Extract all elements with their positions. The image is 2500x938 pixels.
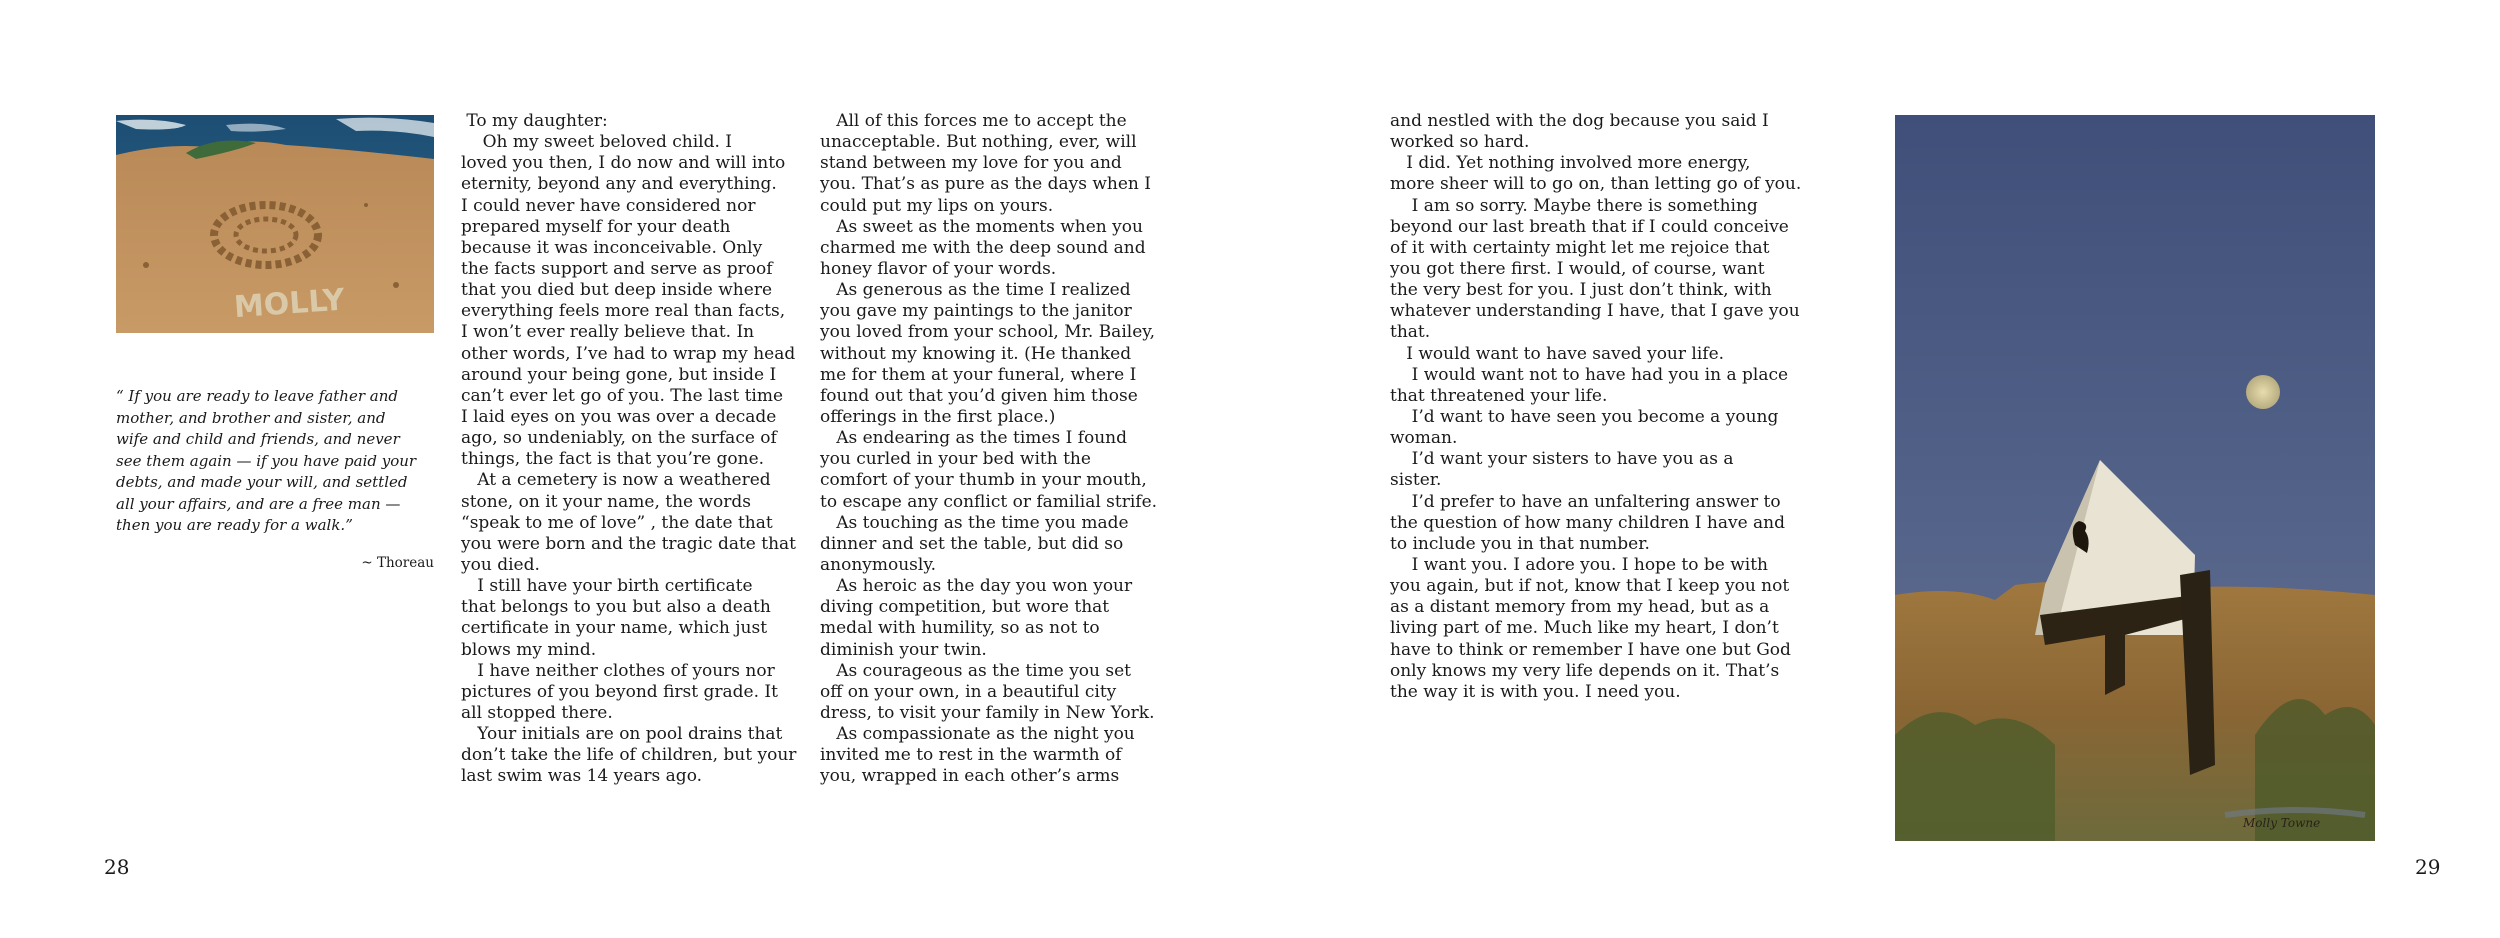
letter-line: last swim was 14 years ago.	[461, 766, 703, 787]
letter-line: anonymously.	[820, 554, 937, 575]
epigraph-quote	[116, 386, 434, 537]
letter-line: could put my lips on yours.	[820, 195, 1054, 216]
letter-line: unacceptable. But nothing, ever, will	[820, 132, 1137, 153]
letter-line: All of this forces me to accept the	[820, 111, 1127, 131]
letter-line: certificate in your name, which just	[461, 618, 768, 639]
letter-line: found out that you’d given him those	[820, 385, 1138, 406]
letter-line: blows my mind.	[461, 639, 597, 660]
letter-line: As compassionate as the night you	[820, 724, 1135, 745]
letter-line: off on your own, in a beautiful city	[820, 681, 1117, 702]
letter-line: as a distant memory from my head, but as a	[1390, 597, 1770, 618]
letter-line: I’d want your sisters to have you as a	[1390, 449, 1734, 470]
painting	[1895, 115, 2375, 841]
letter-line: that you died but deep inside where	[461, 280, 773, 301]
letter-line: whatever understanding I have, that I gave you	[1390, 301, 1800, 322]
letter-line: have to think or remember I have one but God	[1390, 639, 1791, 660]
letter-line: At a cemetery is now a weathered	[461, 470, 771, 491]
letter-line: Oh my sweet beloved child. I	[461, 132, 732, 153]
letter-line: the very best for you. I just don’t think, with	[1390, 280, 1772, 301]
letter-line: stand between my love for you and	[820, 153, 1122, 174]
coastal-photo	[116, 115, 434, 333]
letter-line: I still have your birth certificate	[461, 576, 753, 597]
letter-line: diminish your twin.	[820, 639, 987, 660]
letter-line: As courageous as the time you set	[820, 660, 1132, 681]
letter-line: the question of how many children I have and	[1390, 512, 1786, 533]
letter-line: don’t take the life of children, but your	[461, 745, 797, 766]
letter-line: only knows my very life depends on it. That’s	[1390, 660, 1780, 681]
letter-line: to include you in that number.	[1390, 533, 1650, 554]
letter-line: everything feels more real than facts,	[461, 301, 786, 322]
letter-line: As generous as the time I realized	[820, 280, 1131, 301]
letter-line: the way it is with you. I need you.	[1390, 681, 1681, 702]
letter-line: To my daughter:	[461, 111, 608, 131]
letter-line: I would want not to have had you in a place	[1390, 364, 1789, 385]
letter-column-3	[1390, 111, 1801, 703]
letter-line: other words, I’ve had to wrap my head	[461, 343, 796, 364]
letter-line: I won’t ever really believe that. In	[461, 322, 755, 343]
letter-line: you loved from your school, Mr. Bailey,	[820, 322, 1156, 343]
epigraph-line: then you are ready for a walk.”	[116, 516, 353, 534]
letter-line: As sweet as the moments when you	[820, 216, 1143, 237]
letter-line: you again, but if not, know that I keep you not	[1390, 576, 1790, 597]
letter-line: you were born and the tragic date that	[461, 533, 797, 554]
letter-line: I am so sorry. Maybe there is something	[1390, 195, 1758, 216]
coastal-stone-heart-photo-icon	[116, 115, 434, 333]
letter-line: all stopped there.	[461, 702, 613, 723]
letter-line: comfort of your thumb in your mouth,	[820, 470, 1147, 491]
letter-line: sister.	[1390, 470, 1442, 491]
letter-line: the facts support and serve as proof	[461, 258, 773, 279]
letter-line: to escape any conflict or familial strife.	[820, 491, 1158, 512]
letter-line: that.	[1390, 322, 1431, 343]
letter-line: charmed me with the deep sound and	[820, 237, 1146, 258]
letter-line: diving competition, but wore that	[820, 597, 1110, 618]
letter-line: dress, to visit your family in New York.	[820, 702, 1155, 723]
letter-line: you. That’s as pure as the days when I	[820, 174, 1151, 195]
letter-line: I laid eyes on you was over a decade	[461, 406, 777, 427]
letter-line: without my knowing it. (He thanked	[820, 343, 1132, 364]
letter-line: that belongs to you but also a death	[461, 597, 771, 618]
letter-line: stone, on it your name, the words	[461, 491, 752, 512]
letter-line: things, the fact is that you’re gone.	[461, 449, 765, 470]
letter-line: that threatened your life.	[1390, 385, 1608, 406]
letter-line: living part of me. Much like my heart, I don’t	[1390, 618, 1779, 639]
epigraph-line: see them again — if you have paid your	[116, 451, 417, 470]
letter-line: loved you then, I do now and will into	[461, 153, 786, 174]
letter-line: pictures of you beyond first grade. It	[461, 681, 778, 702]
letter-line: woman.	[1390, 428, 1458, 449]
moonlit-tent-painting-icon	[1895, 115, 2375, 841]
letter-line: around your being gone, but inside I	[461, 364, 777, 385]
epigraph-line: mother, and brother and sister, and	[116, 408, 386, 427]
letter-line: and nestled with the dog because you said I	[1390, 111, 1769, 131]
letter-line: I’d prefer to have an unfaltering answer to	[1390, 491, 1781, 512]
letter-line: you curled in your bed with the	[820, 449, 1091, 470]
letter-line: eternity, beyond any and everything.	[461, 174, 777, 195]
painting-signature: Molly Towne	[2243, 816, 2321, 830]
epigraph-line: “ If you are ready to leave father and	[116, 387, 398, 405]
rock-letters: MOLLY	[232, 282, 346, 326]
letter-line: I would want to have saved your life.	[1390, 343, 1725, 364]
epigraph-attribution: ~ Thoreau	[361, 555, 434, 571]
page-number-right: 29	[2415, 855, 2441, 879]
letter-line: Your initials are on pool drains that	[461, 724, 783, 745]
letter-line: As endearing as the times I found	[820, 428, 1128, 449]
letter-line: I want you. I adore you. I hope to be with	[1390, 554, 1768, 575]
letter-line: prepared myself for your death	[461, 216, 731, 237]
epigraph-line: debts, and made your will, and settled	[116, 473, 408, 491]
epigraph-line: wife and child and friends, and never	[116, 430, 400, 448]
letter-line: you died.	[461, 554, 540, 575]
letter-line: offerings in the first place.)	[820, 406, 1056, 427]
letter-line: I have neither clothes of yours nor	[461, 660, 775, 681]
letter-line: “speak to me of love” , the date that	[461, 512, 773, 533]
page-number-left: 28	[104, 855, 130, 879]
letter-line: dinner and set the table, but did so	[820, 533, 1124, 554]
epigraph-line: all your affairs, and are a free man —	[116, 494, 401, 513]
letter-line: you got there first. I would, of course, want	[1390, 258, 1765, 279]
letter-line: of it with certainty might let me rejoice that	[1390, 237, 1770, 258]
letter-line: beyond our last breath that if I could conceive	[1390, 216, 1789, 237]
letter-line: because it was inconceivable. Only	[461, 237, 763, 258]
letter-line: As touching as the time you made	[820, 512, 1129, 533]
letter-line: medal with humility, so as not to	[820, 618, 1100, 639]
letter-column-2	[820, 111, 1157, 788]
letter-line: I’d want to have seen you become a young	[1390, 406, 1779, 427]
letter-line: you, wrapped in each other’s arms	[820, 766, 1120, 787]
letter-line: ago, so undeniably, on the surface of	[461, 428, 777, 449]
letter-line: can’t ever let go of you. The last time	[461, 385, 784, 406]
letter-line: I did. Yet nothing involved more energy,	[1390, 153, 1751, 174]
letter-line: me for them at your funeral, where I	[820, 364, 1137, 385]
letter-column-1	[461, 111, 796, 788]
letter-line: you gave my paintings to the janitor	[820, 301, 1132, 322]
letter-line: worked so hard.	[1390, 132, 1530, 153]
letter-line: As heroic as the day you won your	[820, 576, 1133, 597]
letter-line: I could never have considered nor	[461, 195, 756, 216]
letter-line: more sheer will to go on, than letting go of you.	[1390, 174, 1802, 195]
letter-line: invited me to rest in the warmth of	[820, 745, 1122, 766]
letter-line: honey flavor of your words.	[820, 258, 1057, 279]
